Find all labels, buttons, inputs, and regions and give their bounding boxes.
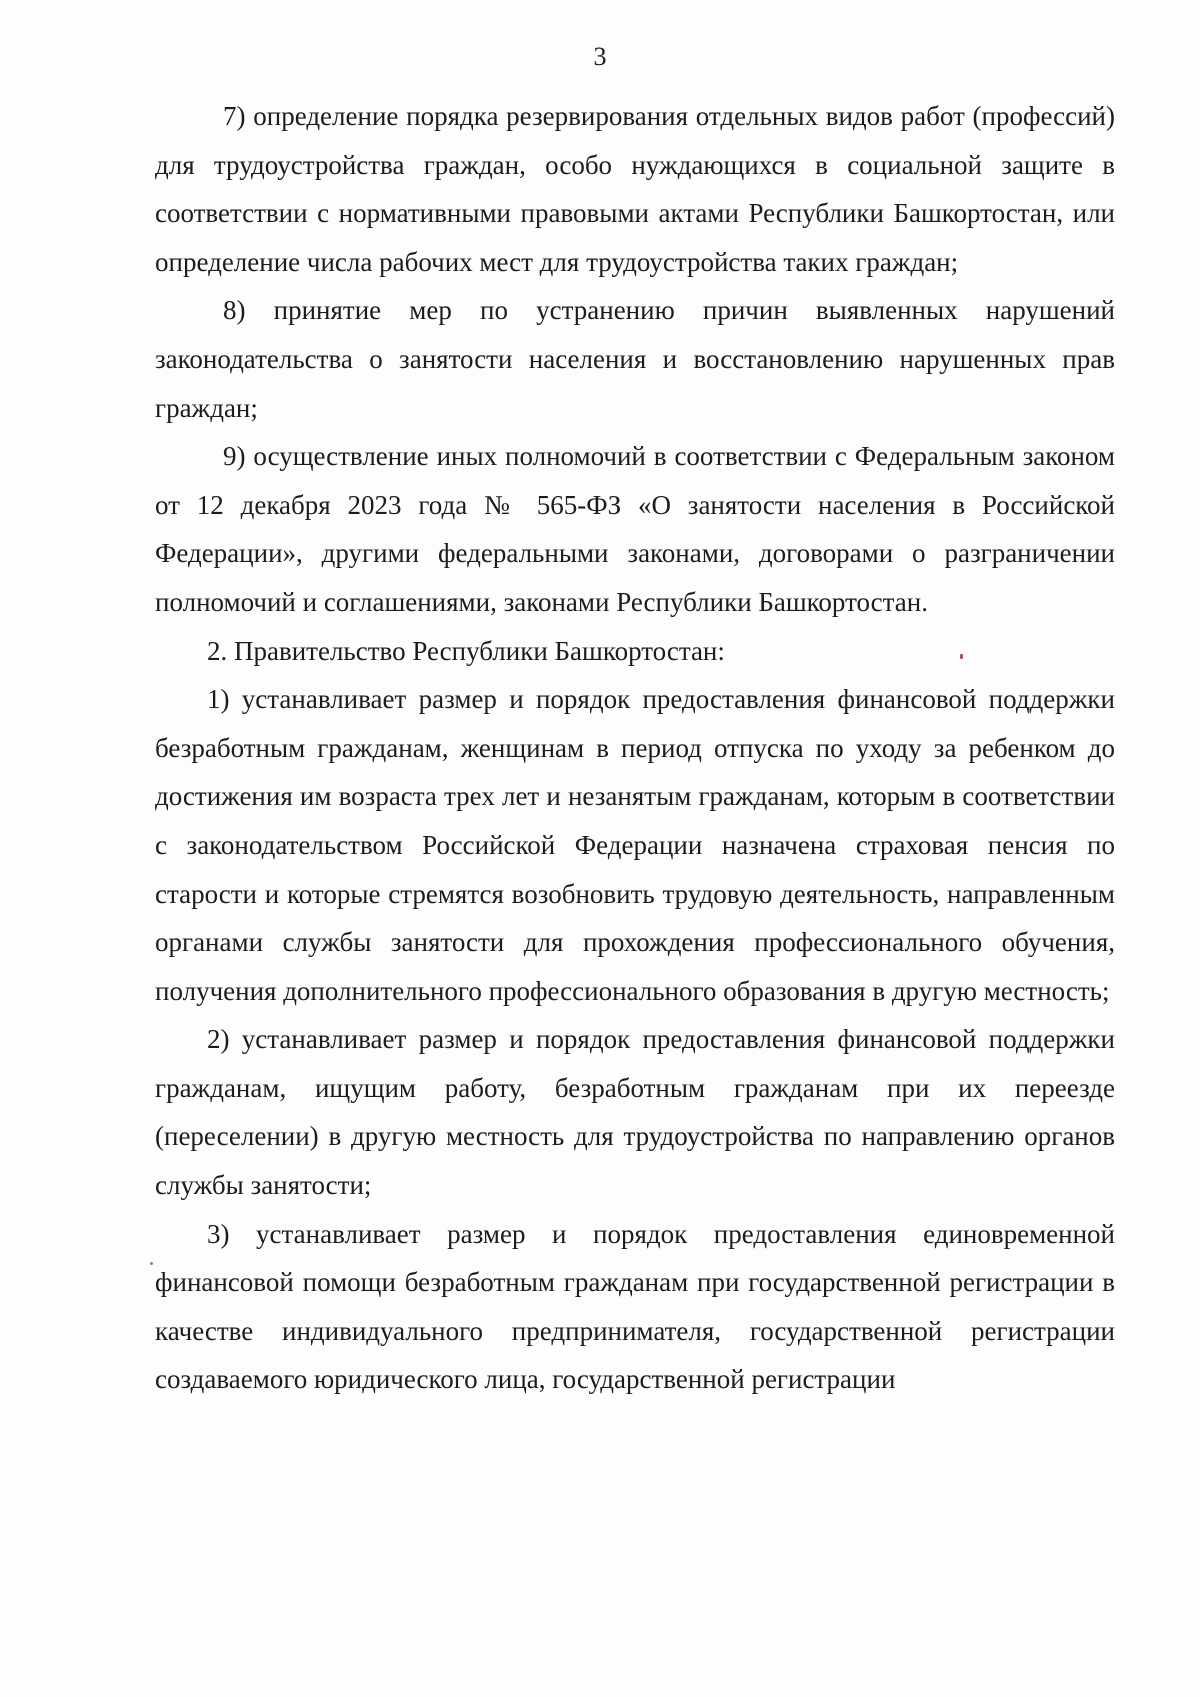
paragraph-item-2-3: 3) устанавливает размер и порядок предоставления единовременной финансовой помощи безработным гражданам при государственной регистрации в качестве индивидуального предпринимателя, государственной регистрации создаваемого юридического лица, государственной регистрации bbox=[155, 1218, 1115, 1395]
paragraph-item-7: 7) определение порядка резервирования отдельных видов работ (профессий) для трудоустройства граждан, особо нуждающихся в социальной защите в соответствии с нормативными правовыми актами Республики Башкортостан, или определение числа рабочих мест для трудоустройства таких граждан; bbox=[155, 101, 1115, 277]
paragraph-item-9: 9) осуществление иных полномочий в соответствии с Федеральным законом от 12 декабря 2023 года № 565-ФЗ «О занятости населения в Российской Федерации», другими федеральными законами, договорами о разграничении полномочий и соглашениями, законами Республики Башкортостан. bbox=[155, 441, 1115, 617]
section-2-heading: 2. Правительство Республики Башкортостан: bbox=[207, 635, 725, 666]
scan-speck bbox=[960, 654, 963, 659]
paragraph-item-2-2: 2) устанавливает размер и порядок предоставления финансовой поддержки гражданам, ищущим работу, безработным гражданам при их переезде (переселении) в другую местность для трудоустройства по направлению органов службы занятости; bbox=[155, 1024, 1115, 1201]
page-number: 3 bbox=[593, 42, 607, 71]
document-body bbox=[155, 92, 1115, 1404]
paragraph-item-8: 8) принятие мер по устранению причин выявленных нарушений законодательства о занятости населения и восстановлению нарушенных прав граждан; bbox=[155, 295, 1115, 423]
scan-dot bbox=[150, 1262, 153, 1265]
paragraph-item-2-1: 1) устанавливает размер и порядок предоставления финансовой поддержки безработным гражданам, женщинам в период отпуска по уходу за ребенком до достижения им возраста трех лет и незанятым гражданам, которым в соответствии с законодательством Российской Федерации назначена страховая пенсия по старости и которые стремятся возобновить трудовую деятельность, направленным органами службы занятости для прохождения профессионального обучения, получения дополнительного профессионального образования в другую местность; bbox=[155, 684, 1115, 1006]
